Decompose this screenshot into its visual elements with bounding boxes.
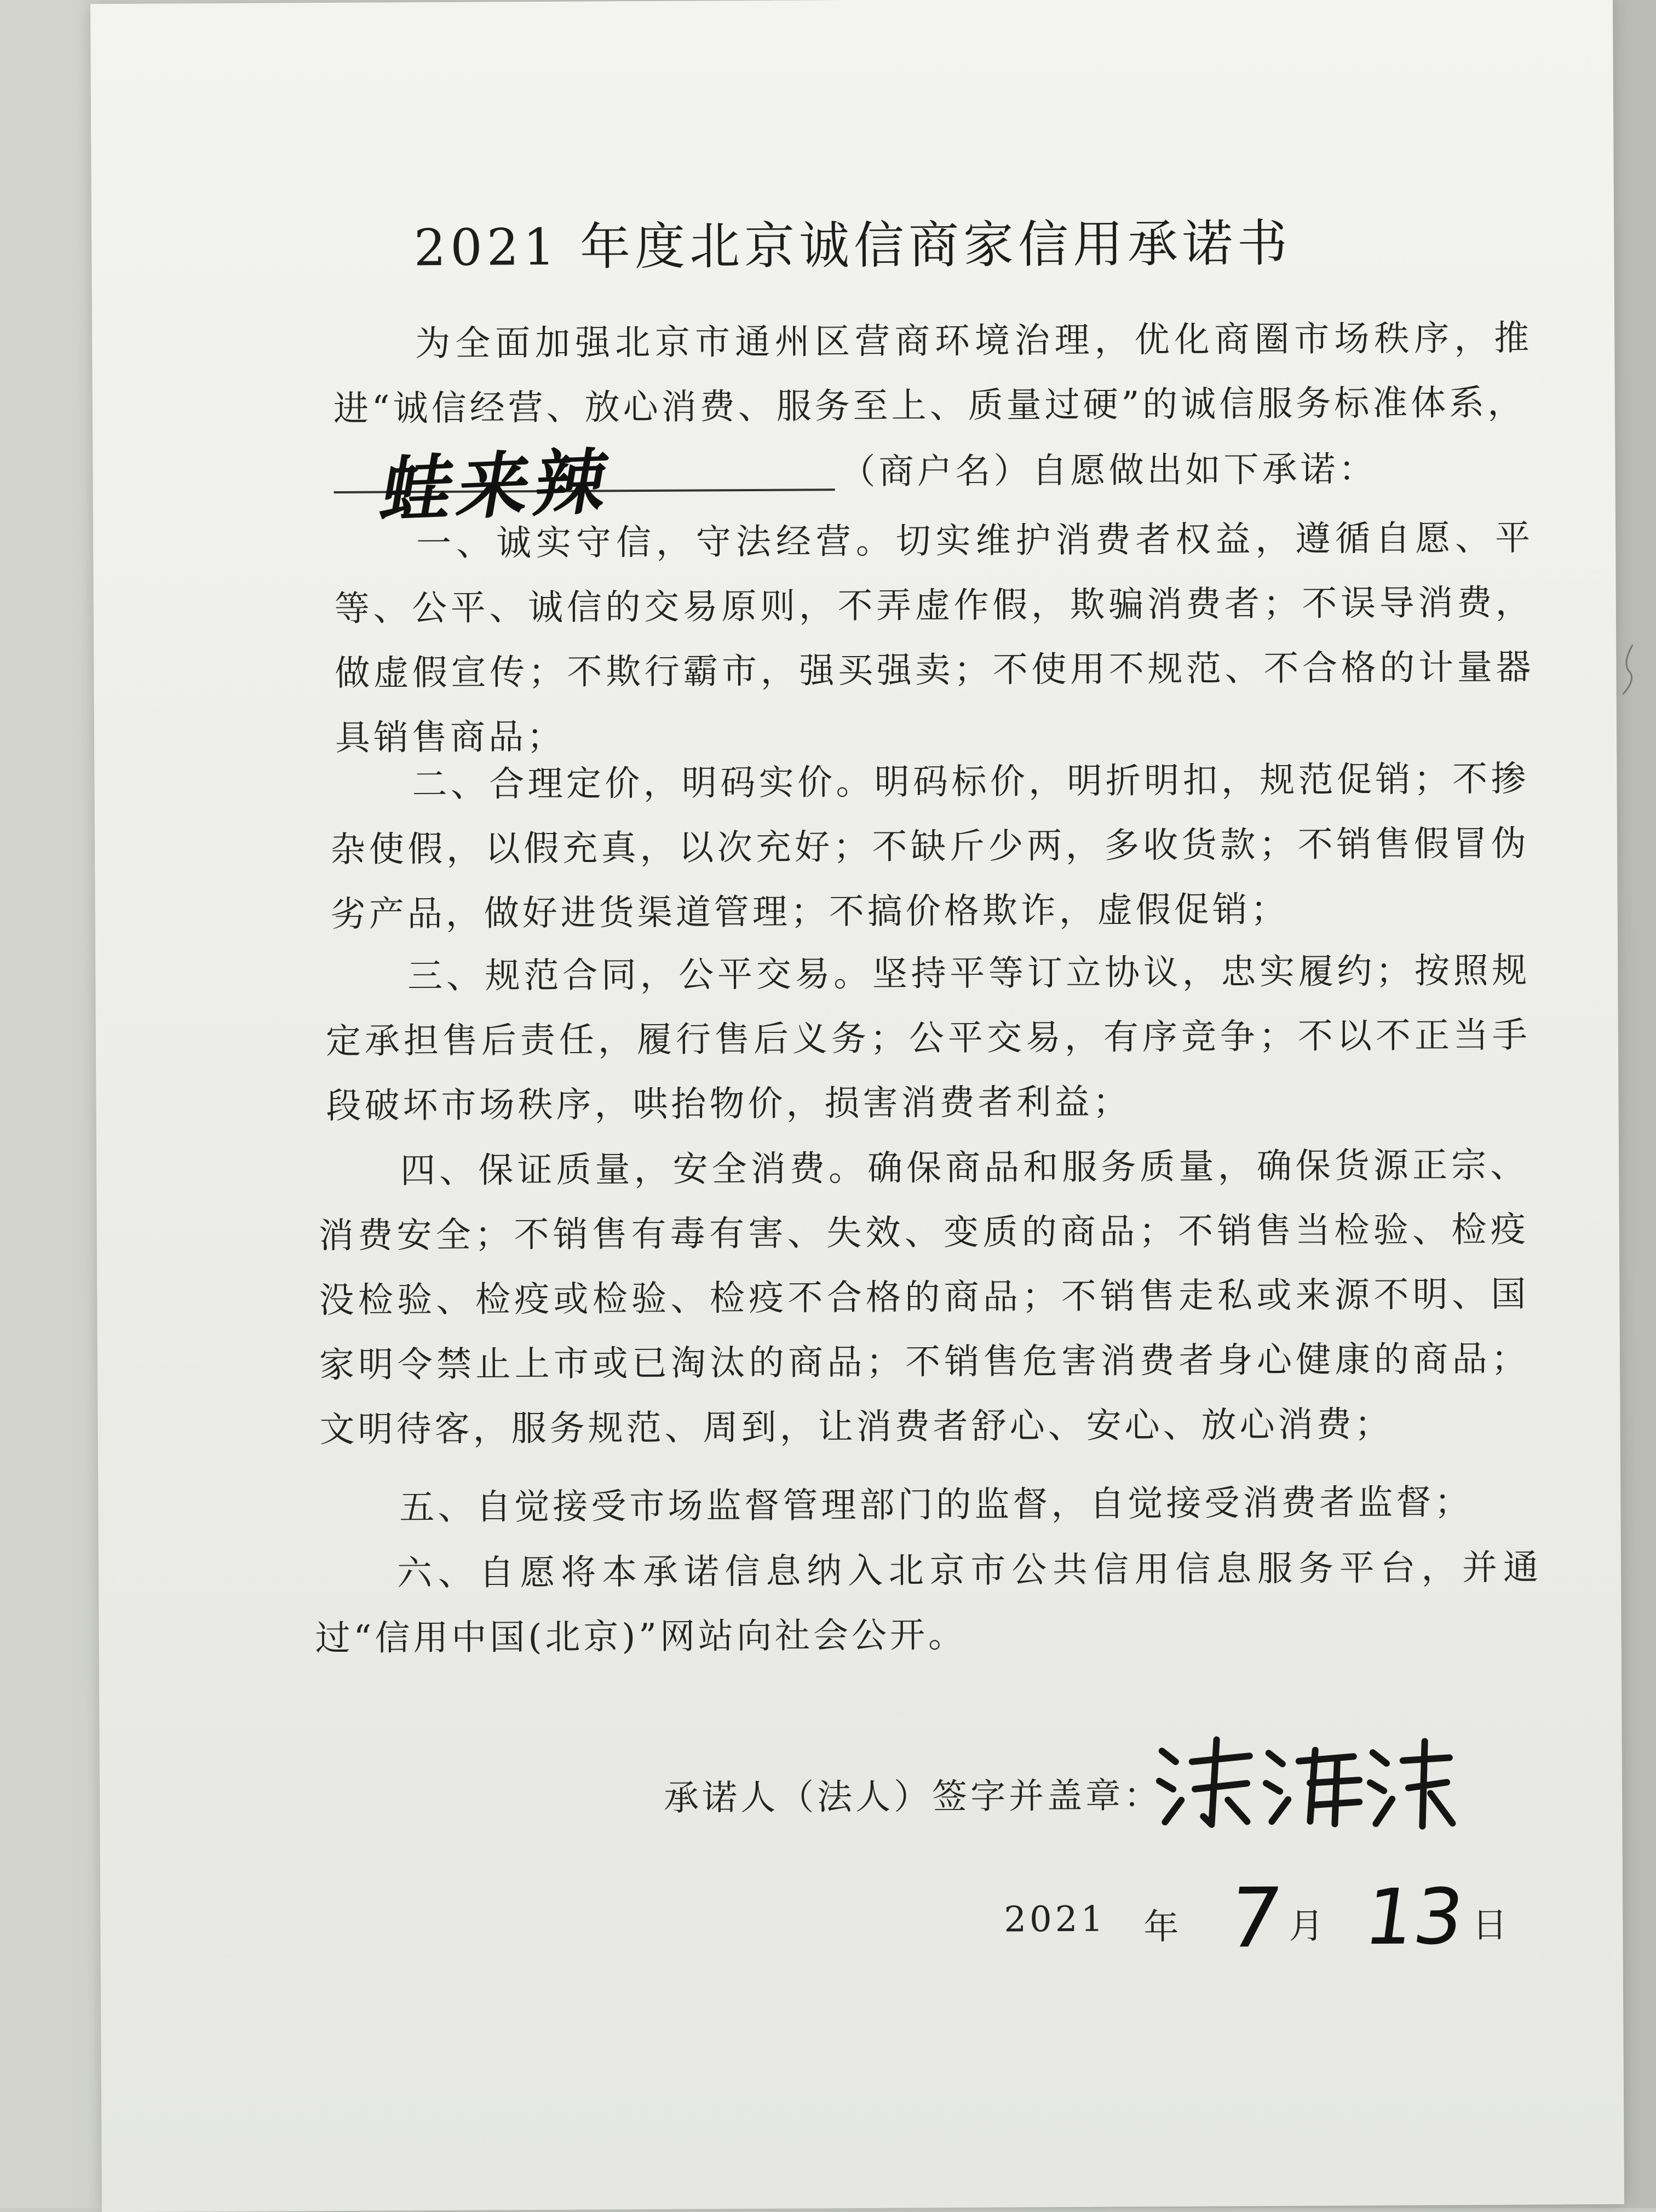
date-year-suffix: 年 [1143,1906,1179,1948]
date-year: 2021 [1004,1899,1107,1940]
merchant-suffix-text: （商户名）自愿做出如下承诺： [840,449,1377,493]
date-day-suffix: 日 [1472,1905,1508,1946]
commitment-item-1: 一、诚实守信，守法经营。切实维护消费者权益，遵循自愿、平等、公平、诚信的交易原则，不弄虚作假，欺骗消费者；不误导消费，做虚假宣传；不欺行霸市，强买强卖；不使用不规范、不合格的计量器具销售商品； [334,518,1534,759]
commitment-item-5: 五、自觉接受市场监督管理部门的监督，自觉接受消费者监督； [399,1482,1473,1529]
commitment-item-4: 四、保证质量，安全消费。确保商品和服务质量，确保货源正宗、消费安全；不销售有毒有害、失效、变质的商品；不销售当检验、检疫没检验、检疫或检验、检疫不合格的商品；不销售走私或来源不明、国家明令禁止上市或已淘汰的商品；不销售危害消费者身心健康的商品；文明待客，服务规范、周到，让消费者舒心、安心、放心消费； [318,1145,1530,1451]
signature-label: 承诺人（法人）签字并盖章： [663,1776,1163,1819]
intro-paragraph: 为全面加强北京市通州区营商环境治理，优化商圈市场秩序，推进“诚信经营、放心消费、服务至上、质量过硬”的诚信服务标准体系， [333,318,1533,429]
date-month-suffix: 月 [1289,1906,1324,1947]
handwritten-signature [1151,1727,1458,1838]
document-title: 2021 年度北京诚信商家信用承诺书 [413,214,1292,278]
date-line [938,1870,1508,1967]
merchant-name-line [334,439,1566,533]
commitment-letter-page [90,0,1624,2212]
handwritten-month: 7 [1222,1870,1287,1967]
handwritten-day: 13 [1359,1872,1469,1963]
commitment-item-3: 三、规范合同，公平交易。坚持平等订立协议，忠实履约；按照规定承担售后责任，履行售后义务；公平交易，有序竞争；不以不正当手段破坏市场秩序，哄抬物价，损害消费者利益； [325,950,1531,1127]
handwritten-merchant-name: 蛙来辣 [375,439,619,533]
pencil-mark [1616,642,1638,697]
commitment-item-6: 六、自愿将本承诺信息纳入北京市公共信用信息服务平台，并通过“信用中国(北京)”网站向社会公开。 [315,1547,1542,1659]
commitment-item-2: 二、合理定价，明码实价。明码标价，明折明扣，规范促销；不掺杂使假，以假充真，以次充好；不缺斤少两，多收货款；不销售假冒伪劣产品，做好进货渠道管理；不搞价格欺诈，虚假促销； [330,759,1530,935]
